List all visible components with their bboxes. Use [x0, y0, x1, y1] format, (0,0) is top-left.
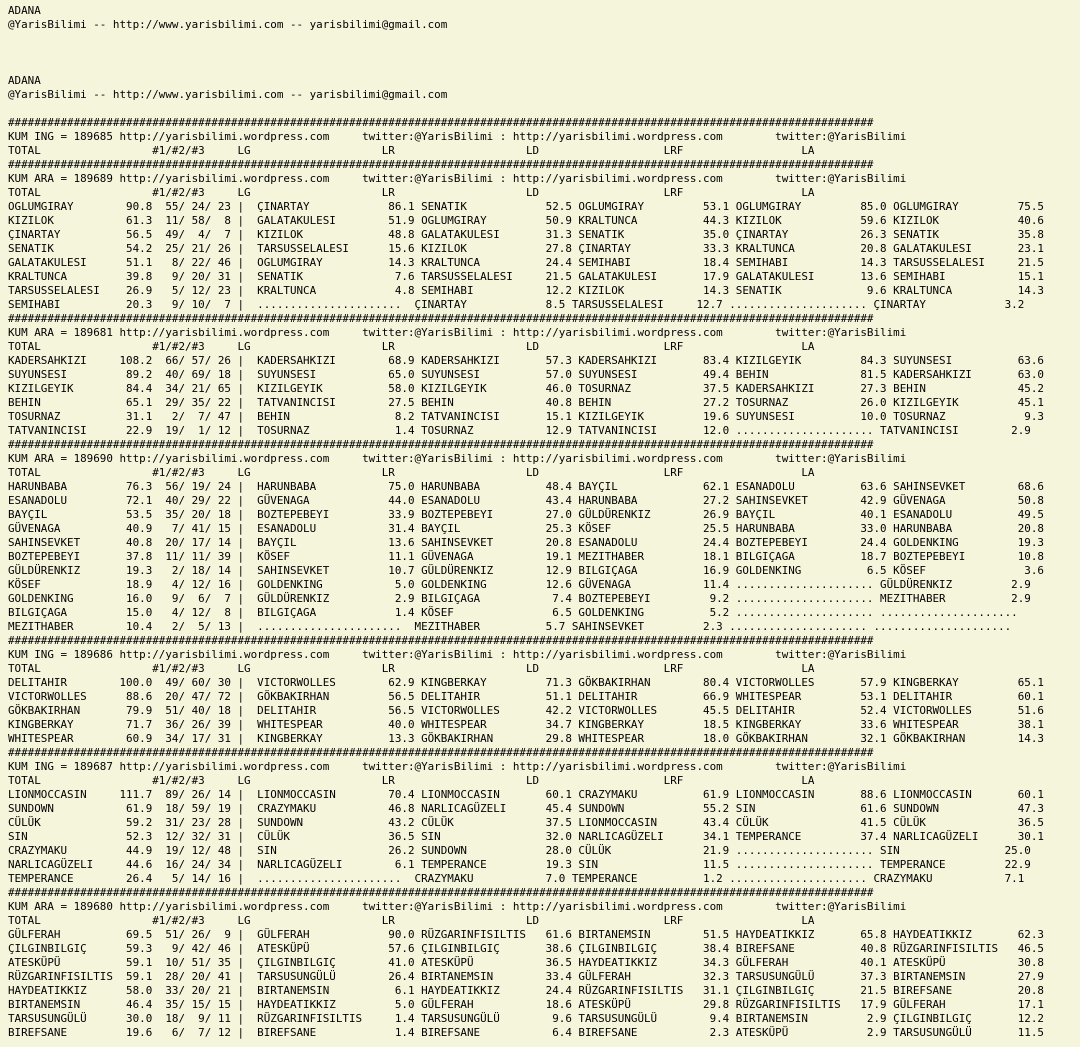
race-title: KUM ARA = 189690 http://yarisbilimi.wordpress.com twitter:@YarisBilimi : http://yarisbilimi.wordpress.com twitter:@YarisBilimi [8, 452, 907, 465]
table-row: GALATAKULESI 51.1 8/ 22/ 46 | OGLUMGIRAY 14.3 KRALTUNCA 24.4 SEMIHABI 18.4 SEMIHABI 14.3 TARSUSSELALESI 21.5 [8, 256, 1044, 269]
table-row: OGLUMGIRAY 90.8 55/ 24/ 23 | ÇINARTAY 86.1 SENATIK 52.5 OGLUMGIRAY 53.1 OGLUMGIRAY 85.0 OGLUMGIRAY 75.5 [8, 200, 1044, 213]
section-separator: #################################################################################################################################### [8, 158, 874, 171]
table-row: MEZITHABER 10.4 2/ 5/ 13 | ...................... MEZITHABER 5.7 SAHINSEVKET 2.3 ..................... ..................... [8, 620, 1012, 633]
table-row: TEMPERANCE 26.4 5/ 14/ 16 | ...................... CRAZYMAKU 7.0 TEMPERANCE 1.2 ..................... CRAZYMAKU 7.1 [8, 872, 1025, 885]
column-header: TOTAL #1/#2/#3 LG LR LD LRF LA [8, 186, 815, 199]
table-row: KINGBERKAY 71.7 36/ 26/ 39 | WHITESPEAR 40.0 WHITESPEAR 34.7 KINGBERKAY 18.5 KINGBERKAY 33.6 WHITESPEAR 38.1 [8, 718, 1044, 731]
table-row: GÖKBAKIRHAN 79.9 51/ 40/ 18 | DELITAHIR 56.5 VICTORWOLLES 42.2 VICTORWOLLES 45.5 DELITAHIR 52.4 VICTORWOLLES 51.6 [8, 704, 1044, 717]
table-row: SUNDOWN 61.9 18/ 59/ 19 | CRAZYMAKU 46.8 NARLICAGÜZELI 45.4 SUNDOWN 55.2 SIN 61.6 SUNDOWN 47.3 [8, 802, 1044, 815]
race-title: KUM ING = 189685 http://yarisbilimi.wordpress.com twitter:@YarisBilimi : http://yarisbilimi.wordpress.com twitter:@YarisBilimi [8, 130, 907, 143]
column-header: TOTAL #1/#2/#3 LG LR LD LRF LA [8, 466, 815, 479]
section-separator: #################################################################################################################################### [8, 886, 874, 899]
table-row: ÇINARTAY 56.5 49/ 4/ 7 | KIZILOK 48.8 GALATAKULESI 31.3 SENATIK 35.0 ÇINARTAY 26.3 SENATIK 35.8 [8, 228, 1044, 241]
table-row: TARSUSUNGÜLÜ 30.0 18/ 9/ 11 | RÜZGARINFISILTIS 1.4 TARSUSUNGÜLÜ 9.6 TARSUSUNGÜLÜ 9.4 BIRTANEMSIN 2.9 ÇILGINBILGIÇ 12.2 [8, 1012, 1044, 1025]
table-row: BILGIÇAGA 15.0 4/ 12/ 8 | BILGIÇAGA 1.4 KÖSEF 6.5 GOLDENKING 5.2 ..................... ..................... [8, 606, 1018, 619]
table-row: WHITESPEAR 60.9 34/ 17/ 31 | KINGBERKAY 13.3 GÖKBAKIRHAN 29.8 WHITESPEAR 18.0 GÖKBAKIRHAN 32.1 GÖKBAKIRHAN 14.3 [8, 732, 1044, 745]
table-row: DELITAHIR 100.0 49/ 60/ 30 | VICTORWOLLES 62.9 KINGBERKAY 71.3 GÖKBAKIRHAN 80.4 VICTORWOLLES 57.9 KINGBERKAY 65.1 [8, 676, 1044, 689]
contact-line-repeat: @YarisBilimi -- http://www.yarisbilimi.com -- yarisbilimi@gmail.com [8, 88, 448, 101]
column-header: TOTAL #1/#2/#3 LG LR LD LRF LA [8, 340, 815, 353]
table-row: BAYÇIL 53.5 35/ 20/ 18 | BOZTEPEBEYI 33.9 BOZTEPEBEYI 27.0 GÜLDÜRENKIZ 26.9 BAYÇIL 40.1 ESANADOLU 49.5 [8, 508, 1044, 521]
table-row: TARSUSSELALESI 26.9 5/ 12/ 23 | KRALTUNCA 4.8 SEMIHABI 12.2 KIZILOK 14.3 SENATIK 9.6 KRALTUNCA 14.3 [8, 284, 1044, 297]
table-row: SEMIHABI 20.3 9/ 10/ 7 | ...................... ÇINARTAY 8.5 TARSUSSELALESI 12.7 ..................... ÇINARTAY 3.2 [8, 298, 1025, 311]
race-title: KUM ARA = 189680 http://yarisbilimi.wordpress.com twitter:@YarisBilimi : http://yarisbilimi.wordpress.com twitter:@YarisBilimi [8, 900, 907, 913]
table-row: ATESKÜPÜ 59.1 10/ 51/ 35 | ÇILGINBILGIÇ 41.0 ATESKÜPÜ 36.5 HAYDEATIKKIZ 34.3 GÜLFERAH 40.1 ATESKÜPÜ 30.8 [8, 956, 1044, 969]
column-header: TOTAL #1/#2/#3 LG LR LD LRF LA [8, 144, 815, 157]
table-row: VICTORWOLLES 88.6 20/ 47/ 72 | GÖKBAKIRHAN 56.5 DELITAHIR 51.1 DELITAHIR 66.9 WHITESPEAR 53.1 DELITAHIR 60.1 [8, 690, 1044, 703]
section-separator: #################################################################################################################################### [8, 634, 874, 647]
table-row: ÇILGINBILGIÇ 59.3 9/ 42/ 46 | ATESKÜPÜ 57.6 ÇILGINBILGIÇ 38.6 ÇILGINBILGIÇ 38.4 BIREFSANE 40.8 RÜZGARINFISILTIS 46.5 [8, 942, 1044, 955]
section-separator: #################################################################################################################################### [8, 116, 874, 129]
table-row: KADERSAHKIZI 108.2 66/ 57/ 26 | KADERSAHKIZI 68.9 KADERSAHKIZI 57.3 KADERSAHKIZI 83.4 KIZILGEYIK 84.3 SUYUNSESI 63.6 [8, 354, 1044, 367]
table-row: HARUNBABA 76.3 56/ 19/ 24 | HARUNBABA 75.0 HARUNBABA 48.4 BAYÇIL 62.1 ESANADOLU 63.6 SAHINSEVKET 68.6 [8, 480, 1044, 493]
contact-line: @YarisBilimi -- http://www.yarisbilimi.com -- yarisbilimi@gmail.com [8, 18, 448, 31]
table-row: TATVANINCISI 22.9 19/ 1/ 12 | TOSURNAZ 1.4 TOSURNAZ 12.9 TATVANINCISI 12.0 ..................... TATVANINCISI 2.9 [8, 424, 1031, 437]
table-row: SIN 52.3 12/ 32/ 31 | CÜLÜK 36.5 SIN 32.0 NARLICAGÜZELI 34.1 TEMPERANCE 37.4 NARLICAGÜZELI 30.1 [8, 830, 1044, 843]
race-title: KUM ING = 189687 http://yarisbilimi.wordpress.com twitter:@YarisBilimi : http://yarisbilimi.wordpress.com twitter:@YarisBilimi [8, 760, 907, 773]
table-row: KIZILOK 61.3 11/ 58/ 8 | GALATAKULESI 51.9 OGLUMGIRAY 50.9 KRALTUNCA 44.3 KIZILOK 59.6 KIZILOK 40.6 [8, 214, 1044, 227]
table-row: GÜVENAGA 40.9 7/ 41/ 15 | ESANADOLU 31.4 BAYÇIL 25.3 KÖSEF 25.5 HARUNBABA 33.0 HARUNBABA 20.8 [8, 522, 1044, 535]
column-header: TOTAL #1/#2/#3 LG LR LD LRF LA [8, 774, 815, 787]
table-row: BOZTEPEBEYI 37.8 11/ 11/ 39 | KÖSEF 11.1 GÜVENAGA 19.1 MEZITHABER 18.1 BILGIÇAGA 18.7 BOZTEPEBEYI 10.8 [8, 550, 1044, 563]
table-row: TOSURNAZ 31.1 2/ 7/ 47 | BEHIN 8.2 TATVANINCISI 15.1 KIZILGEYIK 19.6 SUYUNSESI 10.0 TOSURNAZ 9.3 [8, 410, 1044, 423]
table-row: BIRTANEMSIN 46.4 35/ 15/ 15 | HAYDEATIKKIZ 5.0 GÜLFERAH 18.6 ATESKÜPÜ 29.8 RÜZGARINFISILTIS 17.9 GÜLFERAH 17.1 [8, 998, 1044, 1011]
table-row: SENATIK 54.2 25/ 21/ 26 | TARSUSSELALESI 15.6 KIZILOK 27.8 ÇINARTAY 33.3 KRALTUNCA 20.8 GALATAKULESI 23.1 [8, 242, 1044, 255]
column-header: TOTAL #1/#2/#3 LG LR LD LRF LA [8, 662, 815, 675]
table-row: KRALTUNCA 39.8 9/ 20/ 31 | SENATIK 7.6 TARSUSSELALESI 21.5 GALATAKULESI 17.9 GALATAKULESI 13.6 SEMIHABI 15.1 [8, 270, 1044, 283]
race-title: KUM ARA = 189681 http://yarisbilimi.wordpress.com twitter:@YarisBilimi : http://yarisbilimi.wordpress.com twitter:@YarisBilimi [8, 326, 907, 339]
column-header: TOTAL #1/#2/#3 LG LR LD LRF LA [8, 914, 815, 927]
table-row: CRAZYMAKU 44.9 19/ 12/ 48 | SIN 26.2 SUNDOWN 28.0 CÜLÜK 21.9 ..................... SIN 25.0 [8, 844, 1031, 857]
race-title: KUM ING = 189686 http://yarisbilimi.wordpress.com twitter:@YarisBilimi : http://yarisbilimi.wordpress.com twitter:@YarisBilimi [8, 648, 907, 661]
document-title: ADANA [8, 4, 41, 17]
table-row: GOLDENKING 16.0 9/ 6/ 7 | GÜLDÜRENKIZ 2.9 BILGIÇAGA 7.4 BOZTEPEBEYI 9.2 ..................... MEZITHABER 2.9 [8, 592, 1031, 605]
race-sections [8, 116, 1080, 1040]
table-row: RÜZGARINFISILTIS 59.1 28/ 20/ 41 | TARSUSUNGÜLÜ 26.4 BIRTANEMSIN 33.4 GÜLFERAH 32.3 TARSUSUNGÜLÜ 37.3 BIRTANEMSIN 27.9 [8, 970, 1044, 983]
document-title-repeat: ADANA [8, 74, 41, 87]
table-row: GÜLDÜRENKIZ 19.3 2/ 18/ 14 | SAHINSEVKET 10.7 GÜLDÜRENKIZ 12.9 BILGIÇAGA 16.9 GOLDENKING 6.5 KÖSEF 3.6 [8, 564, 1044, 577]
section-separator: #################################################################################################################################### [8, 312, 874, 325]
table-row: KIZILGEYIK 84.4 34/ 21/ 65 | KIZILGEYIK 58.0 KIZILGEYIK 46.0 TOSURNAZ 37.5 KADERSAHKIZI 27.3 BEHIN 45.2 [8, 382, 1044, 395]
race-title: KUM ARA = 189689 http://yarisbilimi.wordpress.com twitter:@YarisBilimi : http://yarisbilimi.wordpress.com twitter:@YarisBilimi [8, 172, 907, 185]
table-row: GÜLFERAH 69.5 51/ 26/ 9 | GÜLFERAH 90.0 RÜZGARINFISILTIS 61.6 BIRTANEMSIN 51.5 HAYDEATIKKIZ 65.8 HAYDEATIKKIZ 62.3 [8, 928, 1044, 941]
section-separator: #################################################################################################################################### [8, 746, 874, 759]
table-row: HAYDEATIKKIZ 58.0 33/ 20/ 21 | BIRTANEMSIN 6.1 HAYDEATIKKIZ 24.4 RÜZGARINFISILTIS 31.1 ÇILGINBILGIÇ 21.5 BIREFSANE 20.8 [8, 984, 1044, 997]
table-row: SUYUNSESI 89.2 40/ 69/ 18 | SUYUNSESI 65.0 SUYUNSESI 57.0 SUYUNSESI 49.4 BEHIN 81.5 KADERSAHKIZI 63.0 [8, 368, 1044, 381]
table-row: CÜLÜK 59.2 31/ 23/ 28 | SUNDOWN 43.2 CÜLÜK 37.5 LIONMOCCASIN 43.4 CÜLÜK 41.5 CÜLÜK 36.5 [8, 816, 1044, 829]
table-row: SAHINSEVKET 40.8 20/ 17/ 14 | BAYÇIL 13.6 SAHINSEVKET 20.8 ESANADOLU 24.4 BOZTEPEBEYI 24.4 GOLDENKING 19.3 [8, 536, 1044, 549]
table-row: ESANADOLU 72.1 40/ 29/ 22 | GÜVENAGA 44.0 ESANADOLU 43.4 HARUNBABA 27.2 SAHINSEVKET 42.9 GÜVENAGA 50.8 [8, 494, 1044, 507]
table-row: BEHIN 65.1 29/ 35/ 22 | TATVANINCISI 27.5 BEHIN 40.8 BEHIN 27.2 TOSURNAZ 26.0 KIZILGEYIK 45.1 [8, 396, 1044, 409]
table-row: LIONMOCCASIN 111.7 89/ 26/ 14 | LIONMOCCASIN 70.4 LIONMOCCASIN 60.1 CRAZYMAKU 61.9 LIONMOCCASIN 88.6 LIONMOCCASIN 60.1 [8, 788, 1044, 801]
table-row: BIREFSANE 19.6 6/ 7/ 12 | BIREFSANE 1.4 BIREFSANE 6.4 BIREFSANE 2.3 ATESKÜPÜ 2.9 TARSUSUNGÜLÜ 11.5 [8, 1026, 1044, 1039]
table-row: NARLICAGÜZELI 44.6 16/ 24/ 34 | NARLICAGÜZELI 6.1 TEMPERANCE 19.3 SIN 11.5 ..................... TEMPERANCE 22.9 [8, 858, 1031, 871]
table-row: KÖSEF 18.9 4/ 12/ 16 | GOLDENKING 5.0 GOLDENKING 12.6 GÜVENAGA 11.4 ..................... GÜLDÜRENKIZ 2.9 [8, 578, 1031, 591]
section-separator: #################################################################################################################################### [8, 438, 874, 451]
